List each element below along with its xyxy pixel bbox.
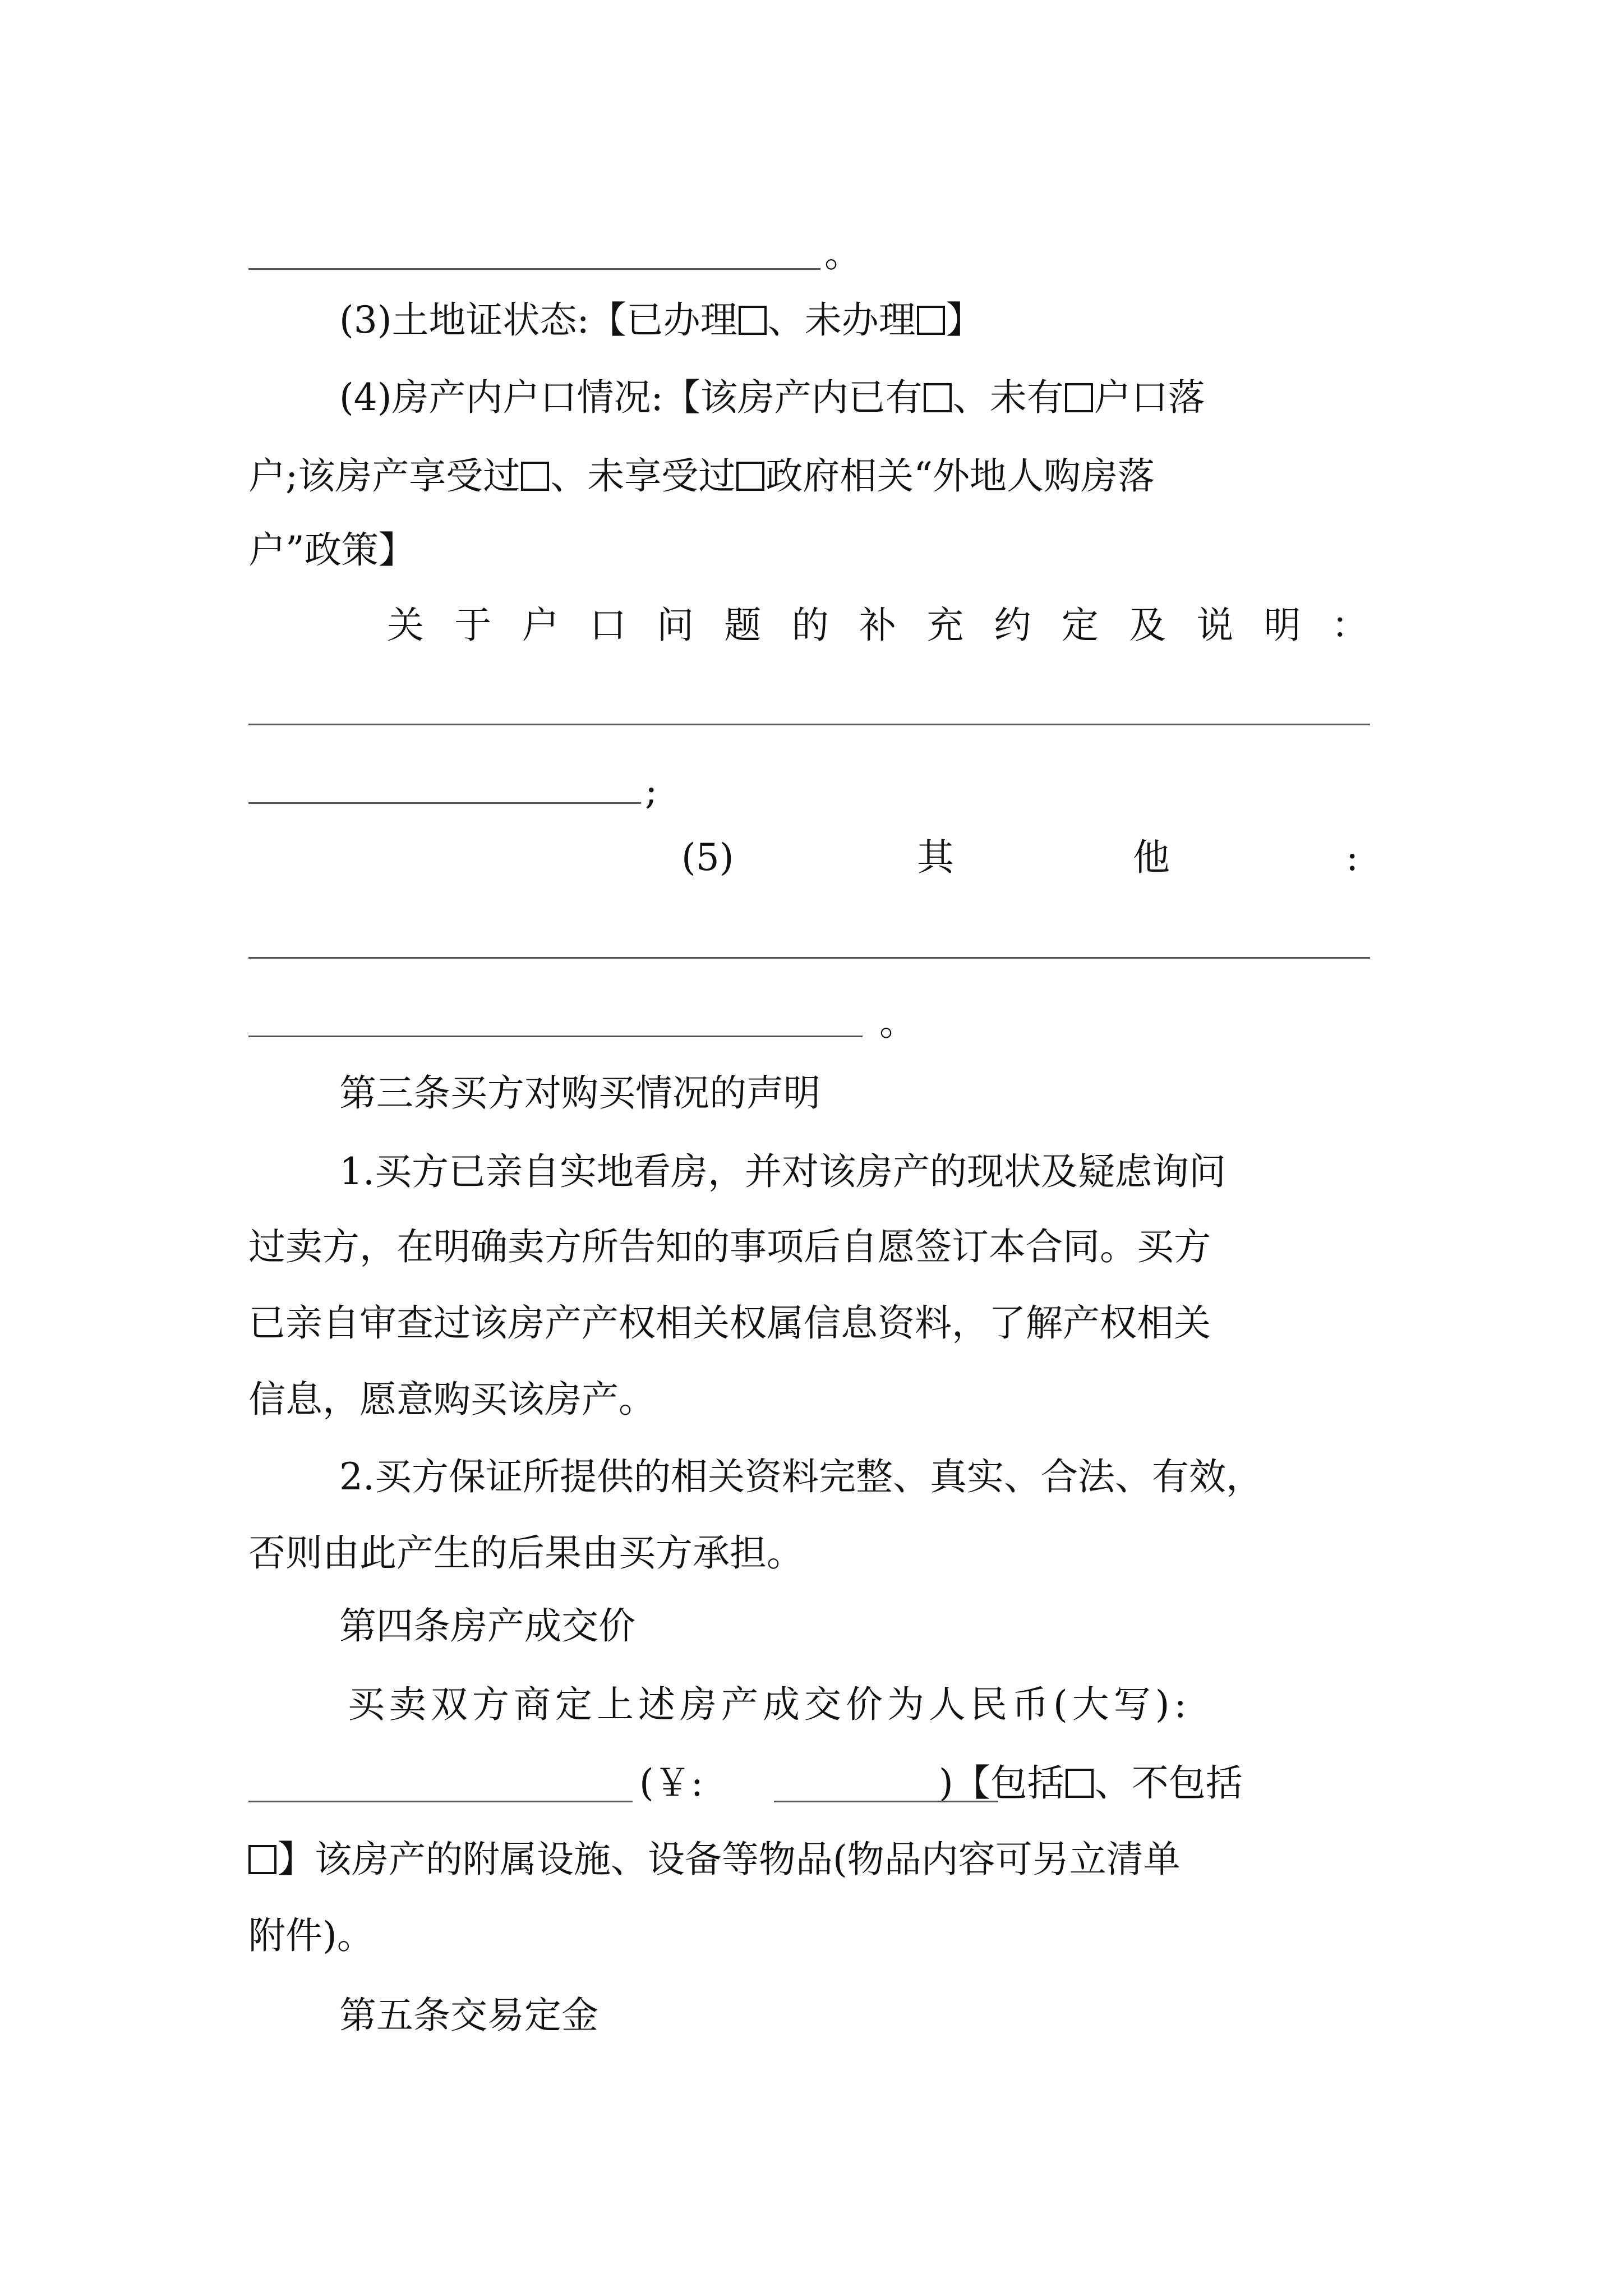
blank-line[interactable] bbox=[248, 724, 1370, 725]
hukou-note-char: 约 bbox=[994, 604, 1031, 647]
hukou-note-char: 于 bbox=[454, 604, 492, 647]
checkbox-has-hukou[interactable] bbox=[924, 383, 952, 412]
checkbox-no-hukou[interactable] bbox=[1065, 383, 1093, 412]
hukou-note-end: ; bbox=[645, 770, 658, 813]
article-3-p1-line-3: 已亲自审查过该房产产权相关权属信息资料，了解产权相关 bbox=[248, 1301, 1211, 1345]
article-3-p2-line-1: 2.买方保证所提供的相关资料完整、真实、合法、有效， bbox=[339, 1455, 1263, 1498]
blank-line[interactable] bbox=[248, 268, 820, 270]
hukou-note-char: 明 bbox=[1264, 604, 1301, 647]
item-5-number: (5) bbox=[681, 836, 734, 879]
item-3-mid: 、未办理 bbox=[767, 298, 916, 342]
article-3-title: 第三条买方对购买情况的声明 bbox=[339, 1071, 820, 1115]
article-3-p1-line-4: 信息，愿意购买该房产。 bbox=[248, 1378, 656, 1421]
item-5-colon: : bbox=[1346, 836, 1359, 879]
item-4-text-a: (4)房产内户口情况:【该房产内已有 bbox=[339, 376, 923, 419]
article-3-p1-line-1: 1.买方已亲自实地看房，并对该房产的现状及疑虑询问 bbox=[339, 1150, 1226, 1193]
blank-line[interactable] bbox=[248, 1036, 863, 1037]
article-3-p2-line-2: 否则由此产生的后果由买方承担。 bbox=[248, 1531, 804, 1575]
article-4-line-2 bbox=[639, 1761, 1243, 1805]
checkbox-include[interactable] bbox=[1066, 1769, 1094, 1798]
blank-line-amount-digits[interactable] bbox=[774, 1801, 998, 1802]
hukou-note-char: ： bbox=[1331, 604, 1368, 647]
article-4-exclude-label: 、不包括 bbox=[1094, 1761, 1243, 1805]
article-4-line-1: 买卖双方商定上述房产成交价为人民币(大写): bbox=[348, 1683, 1191, 1726]
hukou-note-char: 充 bbox=[926, 604, 964, 647]
article-3-p1-line-2: 过卖方，在明确卖方所告知的事项后自愿签订本合同。买方 bbox=[248, 1225, 1211, 1268]
checkbox-processed[interactable] bbox=[739, 306, 767, 335]
hukou-note-char: 关 bbox=[387, 604, 424, 647]
checkbox-enjoyed-policy[interactable] bbox=[521, 462, 549, 491]
hukou-note-char: 户 bbox=[522, 604, 559, 647]
hukou-note-char: 说 bbox=[1196, 604, 1234, 647]
item-4-text-d: 户;该房产享受过 bbox=[248, 454, 520, 498]
blank-line-amount-words[interactable] bbox=[248, 1801, 633, 1802]
blank-line[interactable] bbox=[248, 957, 1370, 959]
hukou-note-char: 及 bbox=[1129, 604, 1166, 647]
hukou-note-char: 补 bbox=[859, 604, 896, 647]
item-4-text-c: 户口落 bbox=[1094, 376, 1205, 419]
item-4-text-f: 政府相关“外地人购房落 bbox=[766, 454, 1155, 498]
item-4-line-3: 户”政策】 bbox=[248, 528, 416, 572]
hukou-note-char: 问 bbox=[657, 604, 694, 647]
article-4-facilities-text: 】该房产的附属设施、设备等物品(物品内容可另立清单 bbox=[278, 1838, 1181, 1881]
blank-line[interactable] bbox=[248, 802, 641, 804]
item-5-end: 。 bbox=[879, 1001, 916, 1044]
item-5-char-2: 他 bbox=[1133, 836, 1170, 879]
checkbox-exclude[interactable] bbox=[248, 1845, 276, 1874]
hukou-note-char: 定 bbox=[1061, 604, 1099, 647]
item-3-land-certificate bbox=[339, 298, 983, 342]
item-4-line-2 bbox=[248, 454, 1155, 498]
article-4-title: 第四条房产成交价 bbox=[339, 1604, 635, 1648]
amount-digits-label: (￥: bbox=[639, 1761, 703, 1805]
article-4-include-label: )【包括 bbox=[939, 1761, 1064, 1805]
checkbox-not-processed[interactable] bbox=[917, 306, 945, 335]
item-4-text-e: 、未享受过 bbox=[550, 454, 736, 498]
hukou-note-char: 的 bbox=[791, 604, 829, 647]
checkbox-not-enjoyed-policy[interactable] bbox=[736, 462, 764, 491]
hukou-note-char: 题 bbox=[724, 604, 762, 647]
item-3-suffix: 】 bbox=[946, 298, 983, 342]
article-4-line-3 bbox=[248, 1838, 1181, 1881]
item-5-char-1: 其 bbox=[917, 836, 954, 879]
hukou-note-heading bbox=[387, 604, 1368, 647]
hukou-note-char: 口 bbox=[589, 604, 626, 647]
article-5-title: 第五条交易定金 bbox=[339, 1994, 598, 2037]
line1-end: 。 bbox=[824, 232, 861, 275]
article-4-line-4: 附件)。 bbox=[248, 1914, 374, 1957]
item-3-prefix: (3)土地证状态:【已办理 bbox=[339, 298, 737, 342]
item-4-text-b: 、未有 bbox=[952, 376, 1064, 419]
item-4-line-1 bbox=[339, 376, 1205, 419]
